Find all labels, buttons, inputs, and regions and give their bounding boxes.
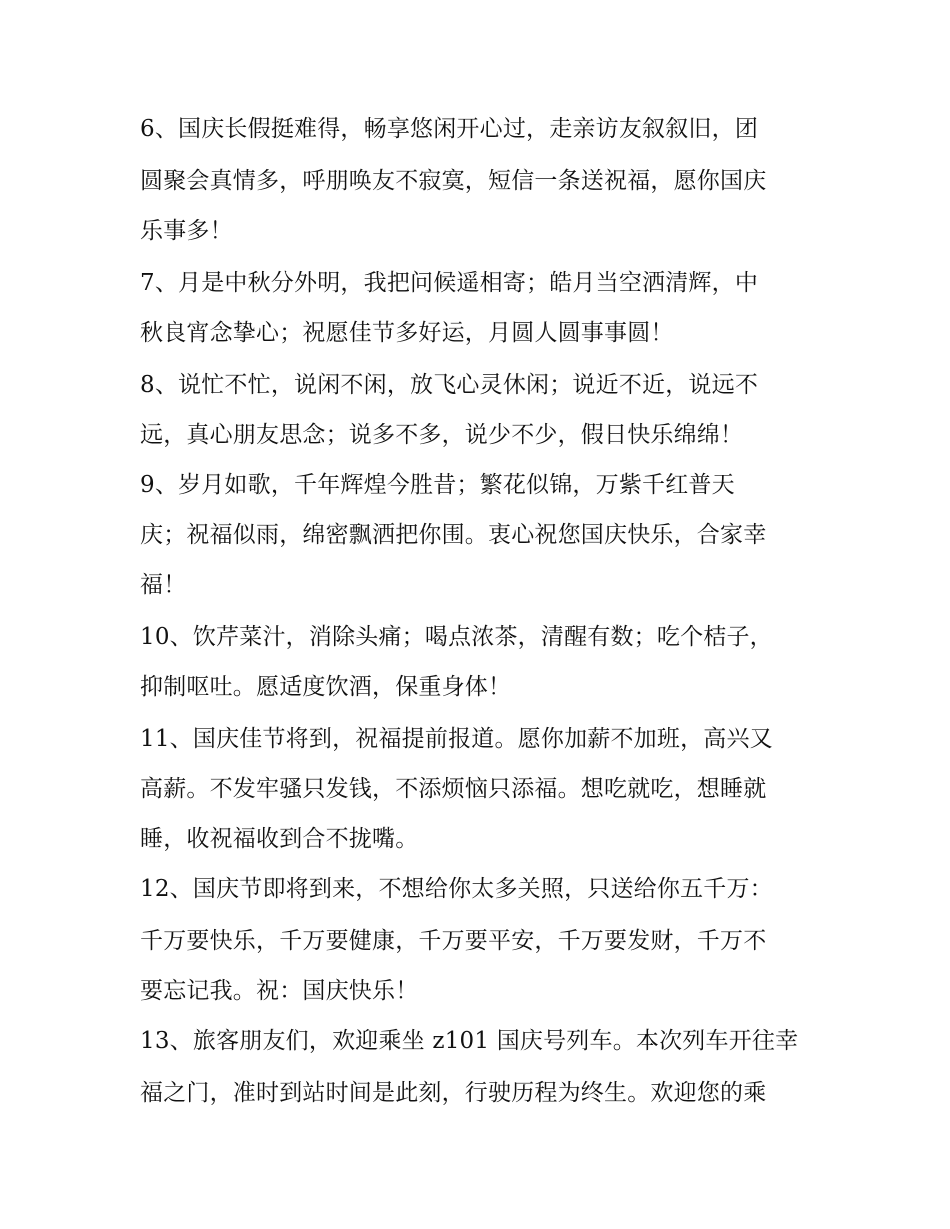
text-line: 7、月是中秋分外明，我把问候遥相寄；皓月当空洒清辉，中 xyxy=(140,270,759,296)
text-line: 13、旅客朋友们，欢迎乘坐 z101 国庆号列车。本次列车开往幸 xyxy=(140,1028,799,1054)
text-line: 11、国庆佳节将到，祝福提前报道。愿你加薪不加班，高兴又 xyxy=(140,726,773,752)
text-line: 乐事多！ xyxy=(140,218,233,244)
text-line: 6、国庆长假挺难得，畅享悠闲开心过，走亲访友叙叙旧，团 xyxy=(140,116,759,142)
text-line: 福之门，准时到站时间是此刻，行驶历程为终生。欢迎您的乘 xyxy=(140,1080,767,1106)
text-line: 秋良宵念挚心；祝愿佳节多好运，月圆人圆事事圆！ xyxy=(140,320,674,346)
text-line: 要忘记我。祝：国庆快乐！ xyxy=(140,978,419,1004)
text-line: 高薪。不发牢骚只发钱，不添烦恼只添福。想吃就吃，想睡就 xyxy=(140,776,767,802)
text-line: 千万要快乐，千万要健康，千万要平安，千万要发财，千万不 xyxy=(140,928,767,954)
text-line: 8、说忙不忙，说闲不闲，放飞心灵休闲；说近不近，说远不 xyxy=(140,372,759,398)
text-line: 圆聚会真情多，呼朋唤友不寂寞，短信一条送祝福，愿你国庆 xyxy=(140,168,767,194)
text-line: 9、岁月如歌，千年辉煌今胜昔；繁花似锦，万紫千红普天 xyxy=(140,472,735,498)
text-line: 睡，收祝福收到合不拢嘴。 xyxy=(140,826,419,852)
text-line: 12、国庆节即将到来，不想给你太多关照，只送给你五千万： xyxy=(140,876,773,902)
text-line: 福！ xyxy=(140,572,187,598)
text-line: 庆；祝福似雨，绵密飘洒把你围。衷心祝您国庆快乐，合家幸 xyxy=(140,522,767,548)
text-line: 抑制呕吐。愿适度饮酒，保重身体！ xyxy=(140,674,512,700)
text-line: 远，真心朋友思念；说多不多，说少不少，假日快乐绵绵！ xyxy=(140,422,744,448)
text-line: 10、饮芹菜汁，消除头痛；喝点浓茶，清醒有数；吃个桔子， xyxy=(140,624,773,650)
